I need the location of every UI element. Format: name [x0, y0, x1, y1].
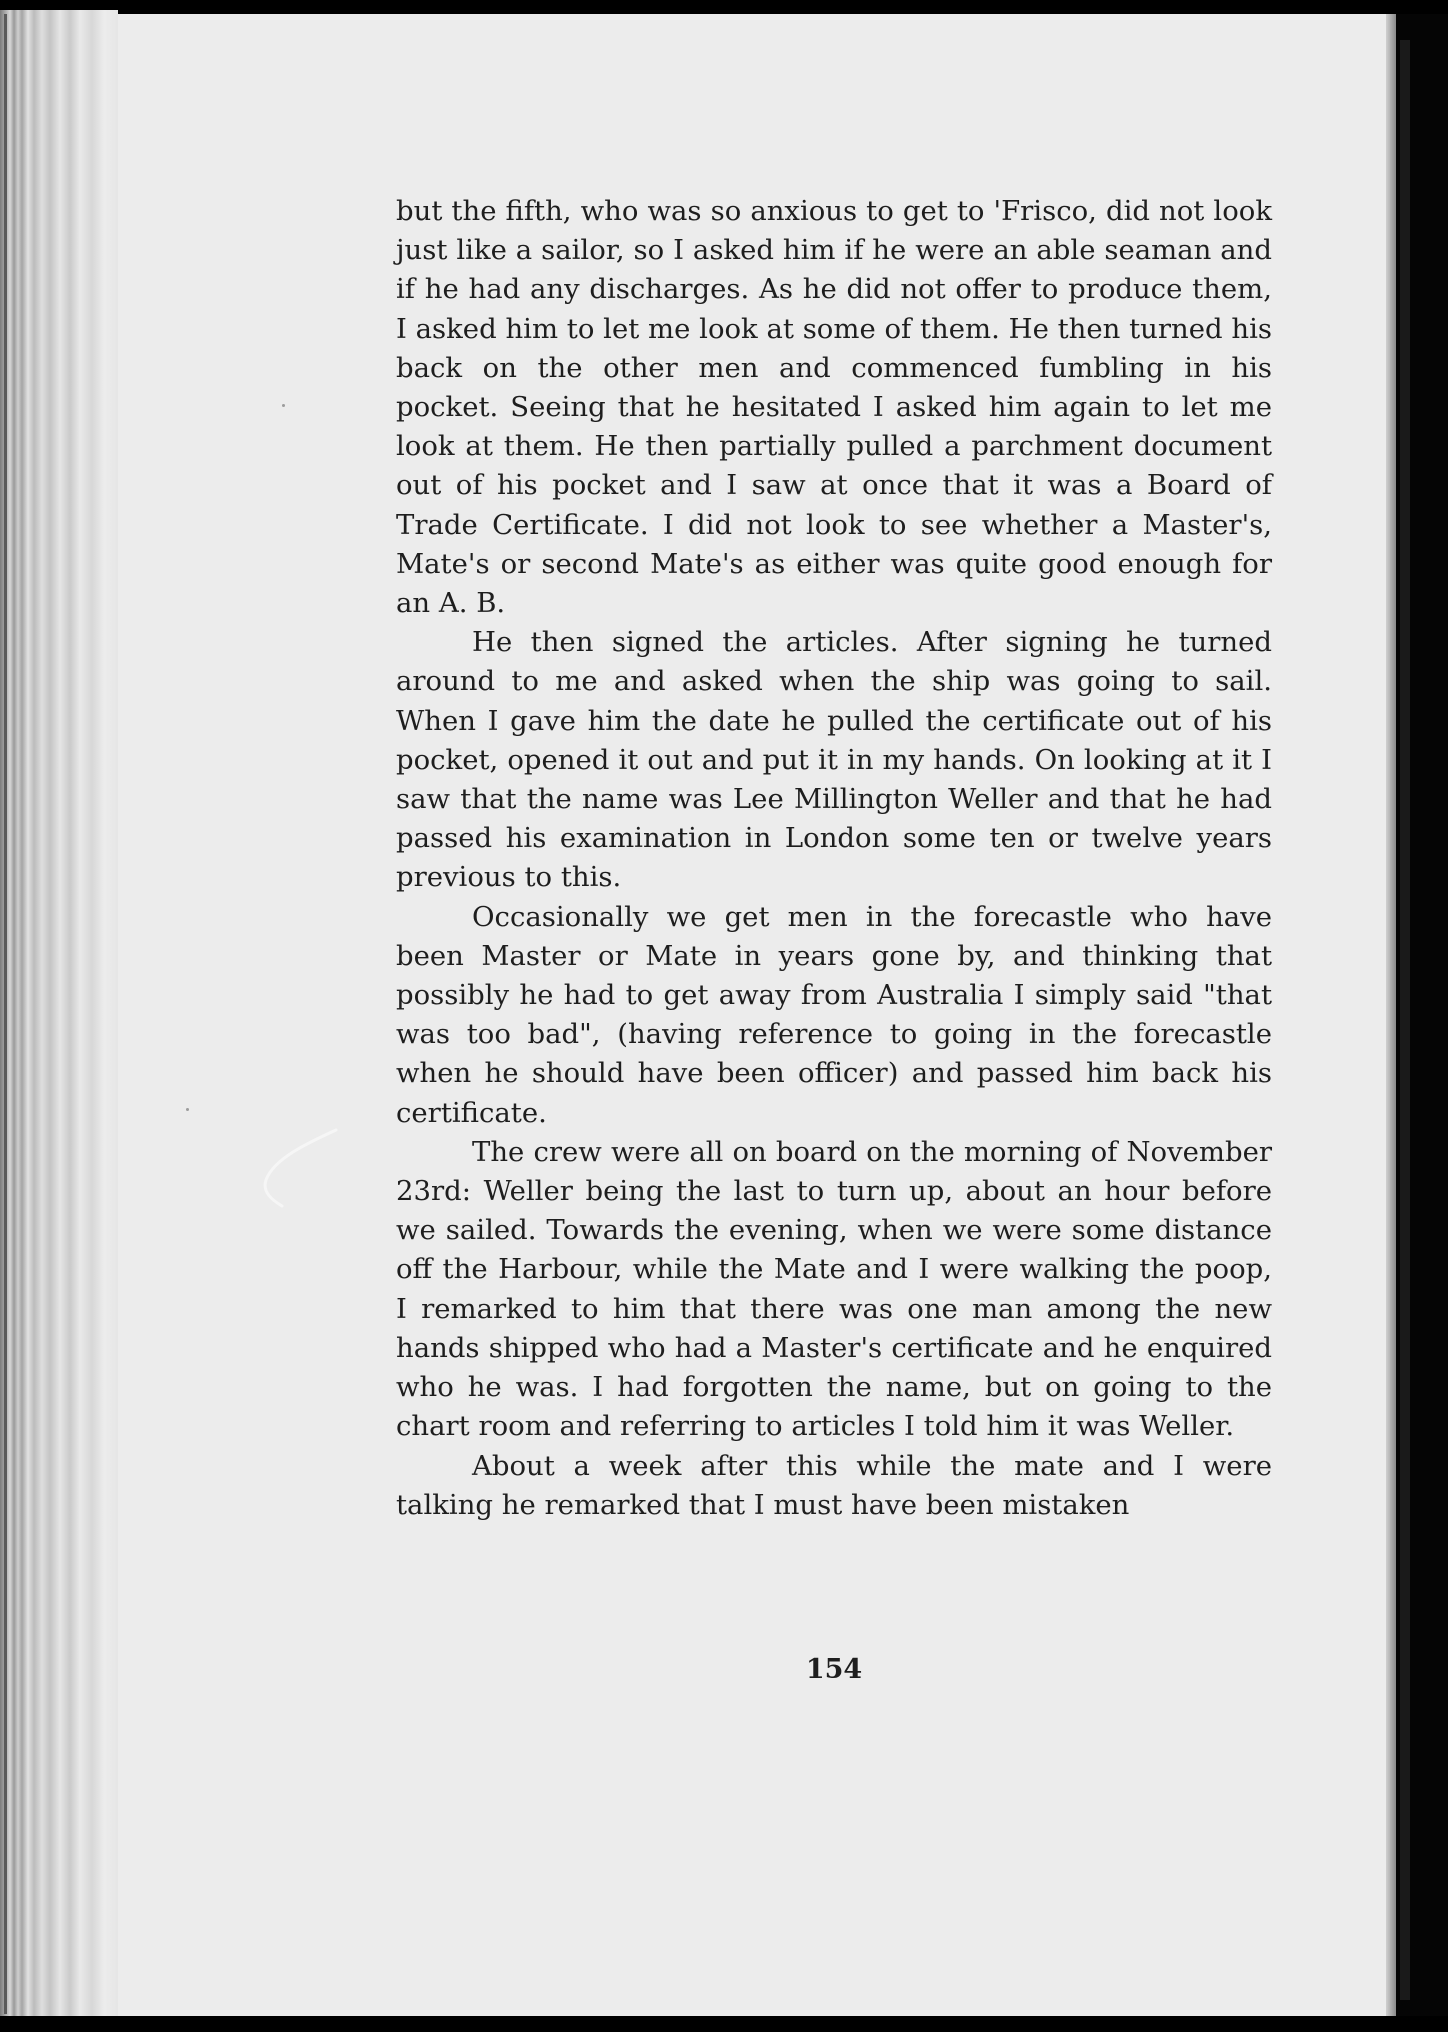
facing-page-edge: [1400, 40, 1410, 2000]
paper-speck: [282, 404, 285, 407]
left-page-edges: [0, 10, 118, 2020]
page-gutter-shadow: [1386, 14, 1396, 2020]
body-text: [396, 192, 1272, 1525]
paper-speck: [186, 1108, 189, 1111]
left-binding-line: [4, 14, 7, 2014]
pencil-mark: [258, 1128, 338, 1210]
page-number: 154: [805, 1654, 863, 1685]
paragraph: Occasionally we get men in the forecastle who have been Master or Mate in years gone by, and thinking that possibly he had to get away from Australia I simply said "that was too bad", (having reference to going in the forecastle when he should have been officer) and passed him back his certificate.: [396, 900, 1272, 1129]
paragraph: He then signed the articles. After signing he turned around to me and asked when the ship was going to sail. When I gave him the date he pulled the certificate out of his pocket, opened it out and put it in my hands. On looking at it I saw that the name was Lee Millington Weller and that he had passed his examination in London some ten or twelve years previous to this.: [396, 626, 1272, 894]
paragraph: but the fifth, who was so anxious to get to 'Frisco, did not look just like a sailor, so I asked him if he were an able seaman and if he had any discharges. As he did not offer to produce them, I asked him to let me look at some of them. He then turned his back on the other men and commenced fumbling in his pocket. Seeing that he hesitated I asked him again to let me look at them. He then partially pulled a parchment document out of his pocket and I saw at once that it was a Board of Trade Certificate. I did not look to see whether a Master's, Mate's or second Mate's as either was quite good enough for an A. B.: [396, 195, 1272, 620]
paragraph: The crew were all on board on the morning of November 23rd: Weller being the last to turn up, about an hour before we sailed. Towards the evening, when we were some distance off the Harbour, while the Mate and I were walking the poop, I remarked to him that there was one man among the new hands shipped who had a Master's certificate and he enquired who he was. I had forgotten the name, but on going to the chart room and referring to articles I told him it was Weller.: [396, 1135, 1272, 1443]
scan-bottom-border: [0, 2016, 1448, 2032]
paragraph: About a week after this while the mate and I were talking he remarked that I must have been mistaken: [396, 1449, 1272, 1521]
